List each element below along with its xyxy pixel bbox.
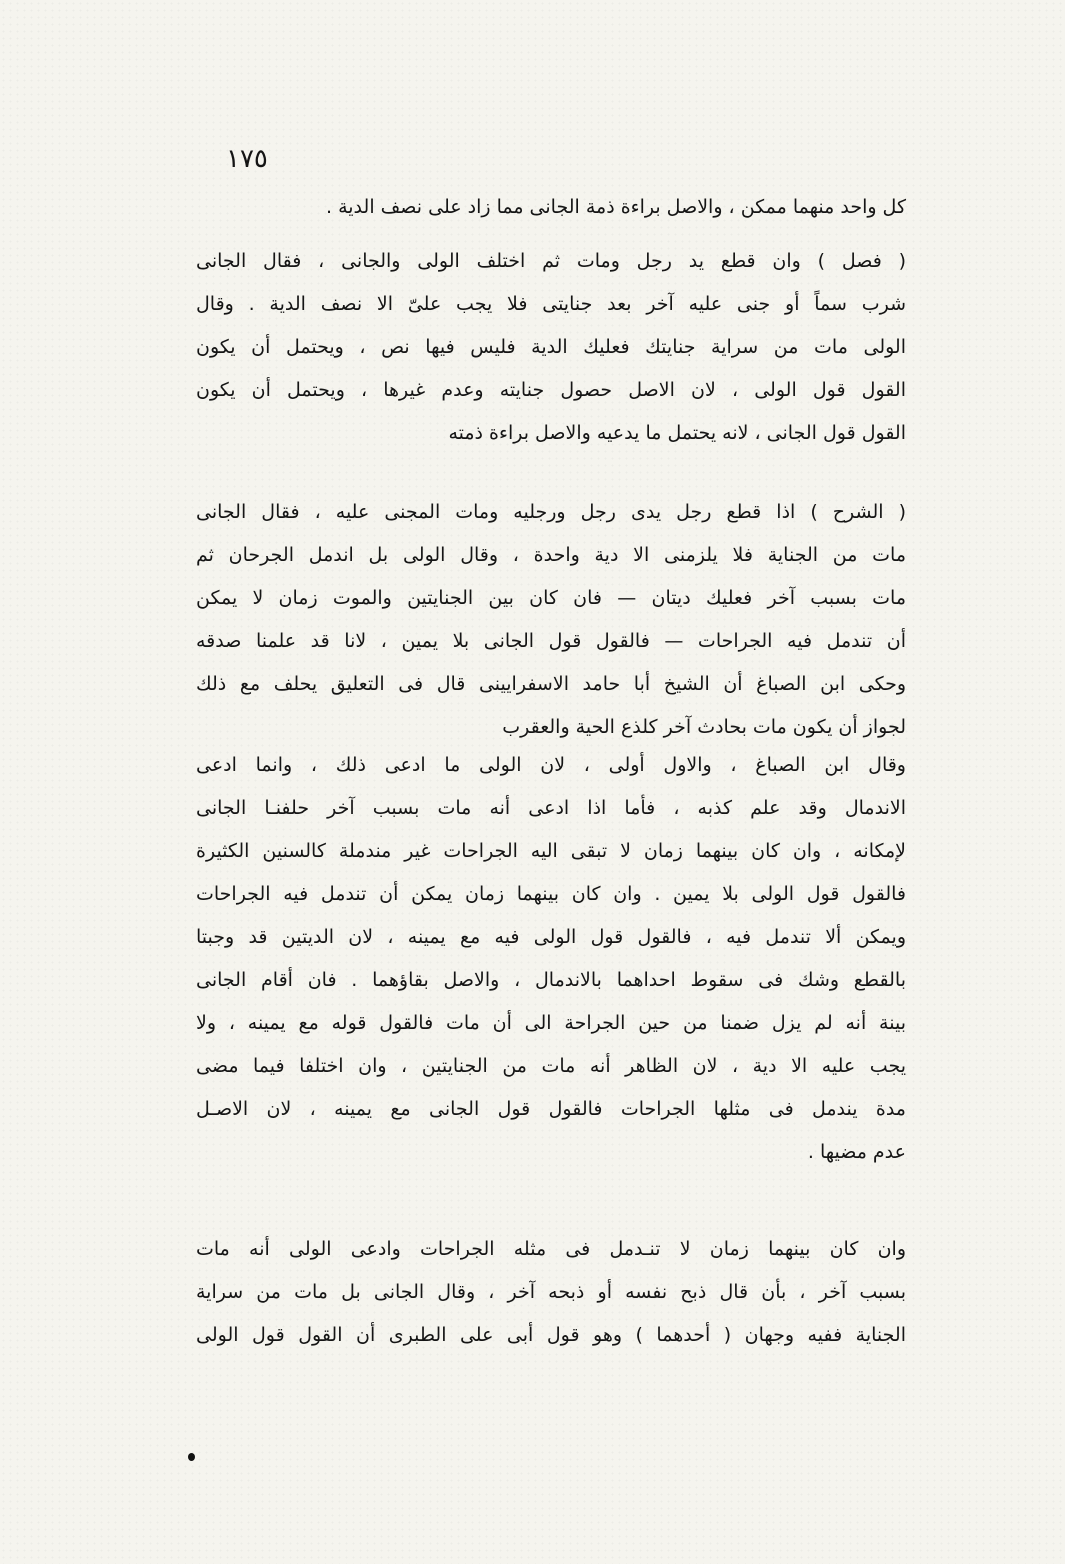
text-line: ( الشرح ) اذا قطع رجل يدى رجل ورجليه ومات المجنى عليه ، فقال الجانى [196, 501, 906, 523]
page-number: ١٧٥ [226, 144, 268, 174]
text-line: فالقول قول الولى بلا يمين . وان كان بينهما زمان يمكن أن تندمل فيه الجراحات [196, 883, 906, 905]
text-line: ( فصل ) وان قطع يد رجل ومات ثم اختلف الولى والجانى ، فقال الجانى [196, 250, 906, 272]
text-line: القول قول الجانى ، لانه يحتمل ما يدعيه والاصل براءة ذمته [448, 422, 906, 444]
text-line: بسبب آخر ، بأن قال ذبح نفسه أو ذبحه آخر ، وقال الجانى بل مات من سراية [196, 1281, 906, 1303]
text-line: وان كان بينهما زمان لا تنـدمل فى مثله الجراحات وادعى الولى أنه مات [196, 1238, 906, 1260]
paragraph-2 [196, 240, 906, 455]
ink-speck [188, 1453, 195, 1461]
text-line: مات بسبب آخر فعليك ديتان — فان كان بين الجنايتين والموت زمان لا يمكن [196, 587, 906, 609]
text-line: وقال ابن الصباغ ، والاول أولى ، لان الولى ما ادعى ذلك ، وانما ادعى [196, 754, 906, 776]
text-line: الاندمال وقد علم كذبه ، فأما اذا ادعى أنه مات بسبب آخر حلفنـا الجانى [196, 797, 906, 819]
text-line: لجواز أن يكون مات بحادث آخر كلذع الحية والعقرب [502, 716, 906, 738]
text-line: الولى مات من سراية جنايتك فعليك الدية فليس فيها نص ، ويحتمل أن يكون [196, 336, 906, 358]
text-line: لإمكانه ، وان كان بينهما زمان لا تبقى اليه الجراحات غير مندملة كالسنين الكثيرة [196, 840, 906, 862]
text-line: يجب عليه الا دية ، لان الظاهر أنه مات من الجنايتين ، وان اختلفا فيما مضى [196, 1055, 906, 1077]
text-line: وحكى ابن الصباغ أن الشيخ أبا حامد الاسفرايينى قال فى التعليق يحلف مع ذلك [196, 673, 906, 695]
text-line: ويمكن ألا تندمل فيه ، فالقول قول الولى فيه مع يمينه ، لان الديتين قد وجبتا [196, 926, 906, 948]
text-line: بينة أنه لم يزل ضمنا من حين الجراحة الى أن مات فالقول قوله مع يمينه ، ولا [196, 1012, 906, 1034]
text-line: أن تندمل فيه الجراحات — فالقول قول الجانى بلا يمين ، لانا قد علمنا صدقه [196, 630, 906, 652]
paragraph-1 [196, 186, 906, 229]
text-line: عدم مضيها . [807, 1141, 906, 1163]
paragraph-5 [196, 1228, 906, 1357]
text-line: مات من الجناية فلا يلزمنى الا دية واحدة ، وقال الولى بل اندمل الجرحان ثم [196, 544, 906, 566]
text-line: شرب سماً أو جنى عليه آخر بعد جنايتى فلا يجب علىّ الا نصف الدية . وقال [196, 293, 906, 315]
text-line: بالقطع وشك فى سقوط احداهما بالاندمال ، والاصل بقاؤهما . فان أقام الجانى [196, 969, 906, 991]
text-line: القول قول الولى ، لان الاصل حصول جنايته وعدم غيرها ، ويحتمل أن يكون [196, 379, 906, 401]
text-line: مدة يندمل فى مثلها الجراحات فالقول قول الجانى مع يمينه ، لان الاصـل [196, 1098, 906, 1120]
text-line: الجناية ففيه وجهان ( أحدهما ) وهو قول أبى على الطبرى أن القول قول الولى [196, 1324, 906, 1346]
paragraph-4 [196, 744, 906, 1174]
paragraph-3 [196, 491, 906, 749]
text-line: كل واحد منهما ممكن ، والاصل براءة ذمة الجانى مما زاد على نصف الدية . [326, 196, 906, 218]
